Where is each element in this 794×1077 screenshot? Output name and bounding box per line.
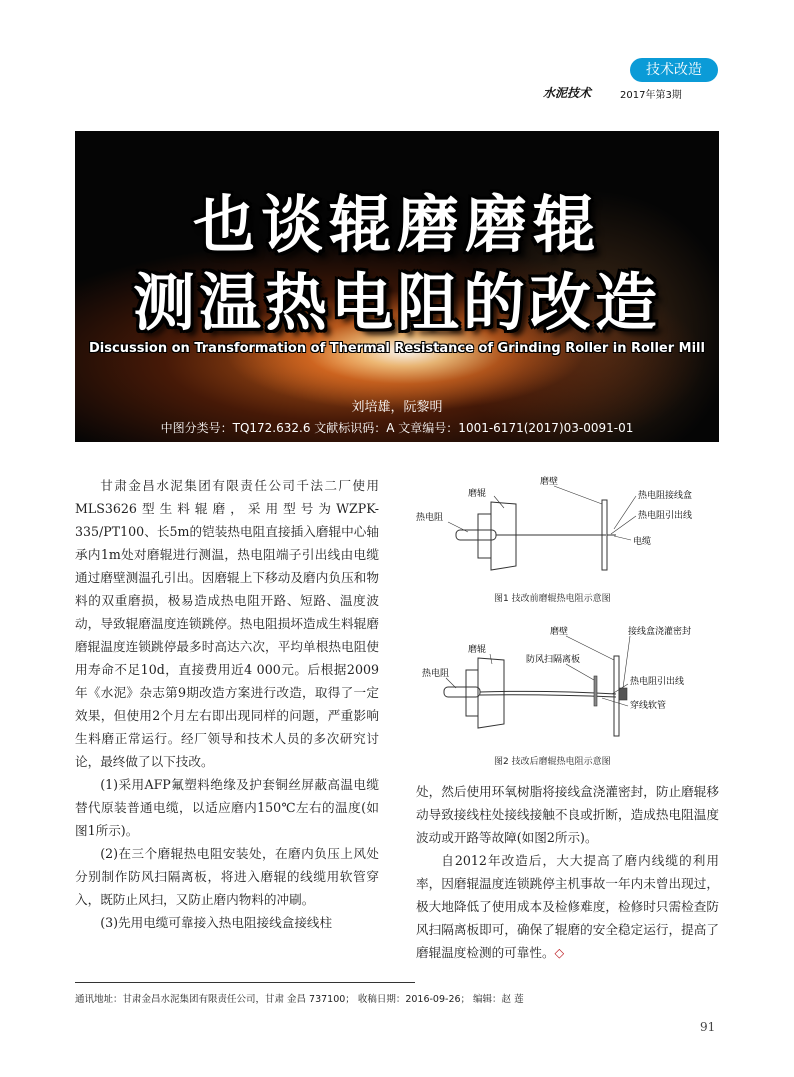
figure-1-diagram — [416, 474, 719, 590]
paragraph: (2)在三个磨辊热电阻安装处，在磨内负压上风处分别制作防风扫隔离板，将进入磨辊的线缆用软管穿入，既防止风扫，又防止磨内物料的冲刷。 — [75, 846, 379, 907]
journal-name: 水泥技术 — [543, 86, 592, 100]
end-mark: ◇ — [554, 945, 565, 960]
label-plate: 防风扫隔离板 — [526, 655, 581, 665]
label-rtd: 热电阻 — [422, 669, 450, 679]
classification-line: 中图分类号：TQ172.632.6 文献标识码：A 文章编号：1001-6171(2017)03-0091-01 — [160, 421, 634, 435]
english-title: Discussion on Transformation of Thermal Resistance of Grinding Roller in Roller Mill — [89, 341, 705, 356]
figure-2-diagram — [416, 624, 719, 742]
label-cable: 电缆 — [633, 537, 652, 547]
paragraph: (3)先用电缆可靠接入热电阻接线盒接线柱 — [100, 915, 333, 930]
label-hose: 穿线软管 — [630, 701, 667, 711]
label-roller: 磨辊 — [468, 645, 487, 655]
title-line-2: 测温热电阻的改造 — [132, 266, 661, 339]
label-sealed: 接线盒浇灌密封 — [628, 627, 692, 637]
issue-label: 2017年第3期 — [620, 90, 682, 101]
label-wall: 磨壁 — [540, 477, 559, 487]
paragraph: 甘肃金昌水泥集团有限责任公司千法二厂使用MLS3626型生料辊磨，采用型号为WZPK-335/PT100、长5m的铠装热电阻直接插入磨辊中心轴承内1m处对磨辊进行测温，热电阻端子引出线由电缆通过磨壁测温孔引出。因磨辊上下移动及磨内负压和物料的双重磨损，极易造成热电阻开路、短路、温度波动，导致辊磨温度连锁跳停。热电阻损坏造成生料辊磨磨辊温度连锁跳停最多时高达六次，平均单根热电阻使用寿命不足10d，直接费用近4 000元。后根据2009年《水泥》杂志第9期改造方案进行改造，取得了一定效果，但使用2个月左右即出现同样的问题，严重影响生料磨正常运行。经厂领导和技术人员的多次研究讨论，最终做了以下技改。 — [75, 478, 379, 769]
section-badge: 技术改造 — [630, 58, 718, 82]
paragraph: (1)采用AFP氟塑料绝缘及护套铜丝屏蔽高温电缆替代原装普通电缆，以适应磨内150℃左右的温度(如图1所示)。 — [75, 777, 379, 838]
label-roller: 磨辊 — [468, 489, 487, 499]
label-box: 热电阻接线盒 — [638, 491, 693, 501]
footnote-address: 通讯地址：甘肃金昌水泥集团有限责任公司，甘肃 金昌 737100； 收稿日期：2016-09-26； 编辑：赵 莲 — [75, 994, 524, 1005]
authors: 刘培雄，阮黎明 — [351, 400, 443, 415]
paragraph: 处，然后使用环氧树脂将接线盒浇灌密封，防止磨辊移动导致接线柱处接线接触不良或折断，造成热电阻温度波动或开路等故障(如图2所示)。 — [416, 784, 719, 845]
title-line-1: 也谈辊磨磨辊 — [192, 188, 601, 261]
label-lead: 热电阻引出线 — [630, 677, 685, 687]
figure-1-caption: 图1 技改前磨辊热电阻示意图 — [494, 594, 611, 604]
footnote-divider — [75, 982, 415, 983]
label-wall: 磨壁 — [550, 627, 569, 637]
title-banner — [75, 131, 719, 442]
page-number: 91 — [700, 1020, 716, 1034]
paragraph-text: 自2012年改造后，大大提高了磨内线缆的利用率，因磨辊温度连锁跳停主机事故一年内未曾出现过，极大地降低了使用成本及检修难度，检修时只需检查防风扫隔离板即可，确保了辊磨的安全稳定运行，提高了磨辊温度检测的可靠性。 — [416, 853, 719, 960]
right-column — [416, 780, 719, 964]
paragraph — [416, 849, 719, 964]
figure-2-caption: 图2 技改后磨辊热电阻示意图 — [494, 757, 611, 767]
left-column — [75, 474, 379, 934]
label-rtd: 热电阻 — [416, 513, 444, 523]
label-lead: 热电阻引出线 — [638, 511, 693, 521]
